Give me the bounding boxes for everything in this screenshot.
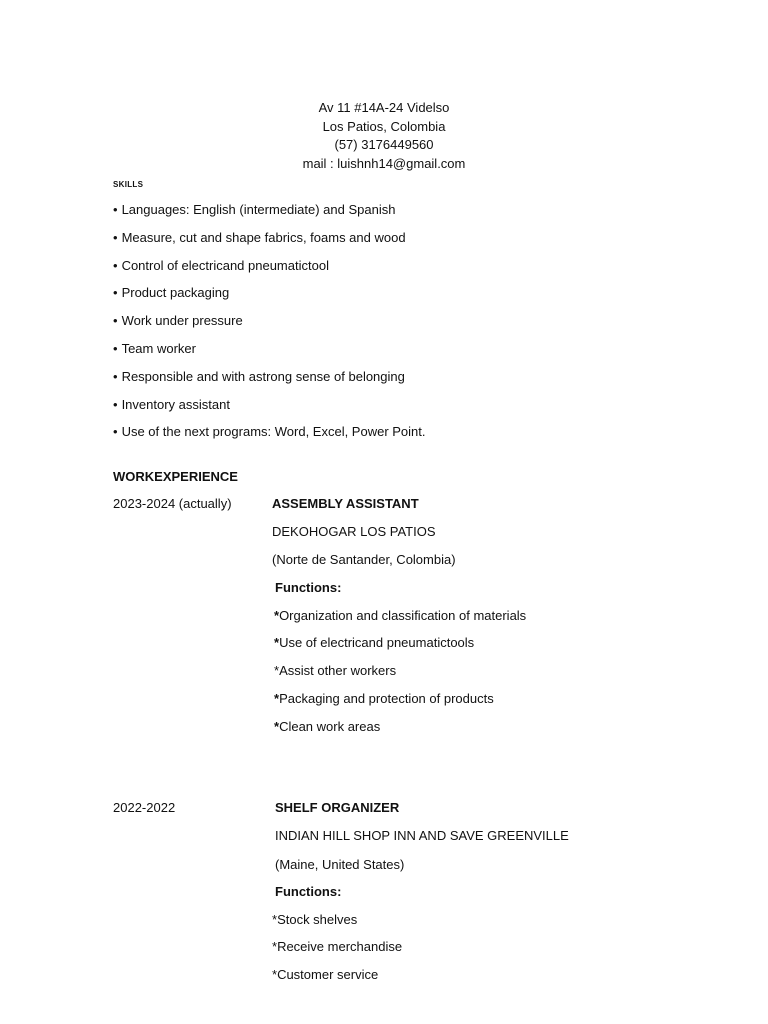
skill-item [113,229,426,257]
contact-block [0,99,768,173]
bullet-icon: • [113,424,118,440]
contact-email: mail : luishnh14@gmail.com [302,155,466,171]
skills-heading: SKILLS [113,180,144,189]
bullet-icon: • [113,285,118,301]
contact-city: Los Patios, Colombia [322,118,446,134]
job-function-item: *Stock shelves [272,912,358,927]
skill-text: Use of the next programs: Word, Excel, Power Point. [121,424,426,440]
job-function-item: *Use of electricand pneumatictools [274,635,475,650]
bullet-icon: • [113,340,118,356]
skill-item [113,340,426,368]
bullet-icon: • [113,202,118,217]
job-functions-label: Functions: [275,580,342,595]
skill-text: Languages: English (intermediate) and Spanish [121,202,396,217]
bullet-icon: • [113,368,118,384]
skills-list [113,201,426,451]
bullet-icon: • [113,313,118,329]
job-functions-label: Functions: [275,884,342,899]
bullet-icon: • [113,257,118,273]
job-dates: 2023-2024 (actually) [113,496,232,511]
job-dates: 2022-2022 [113,800,176,815]
job-function-item: *Customer service [272,967,379,982]
skill-text: Inventory assistant [121,396,230,412]
job-function-item: *Receive merchandise [272,939,403,954]
skill-item [113,423,426,451]
work-experience-heading: WORKEXPERIENCE [113,469,238,484]
bullet-icon: • [113,229,118,245]
job-function-item: *Assist other workers [274,663,397,678]
skill-item [113,284,426,312]
skill-text: Work under pressure [121,313,243,329]
job-function-item: *Organization and classification of materials [274,608,527,623]
contact-address: Av 11 #14A-24 Videlso [318,100,450,115]
skill-item [113,257,426,285]
skill-text: Product packaging [121,285,230,301]
job-function-item: *Clean work areas [274,719,381,734]
skill-item [113,396,426,424]
skill-text: Team worker [121,340,196,356]
job-location: (Maine, United States) [275,857,405,872]
job-role: SHELF ORGANIZER [275,800,400,815]
bullet-icon: • [113,396,118,412]
skill-item [113,368,426,396]
skill-item [113,201,426,229]
skill-item [113,312,426,340]
skill-text: Measure, cut and shape fabrics, foams and wood [121,229,406,245]
skill-text: Control of electricand pneumatictool [121,257,329,273]
job-role: ASSEMBLY ASSISTANT [272,496,419,511]
skill-text: Responsible and with astrong sense of belonging [121,368,405,384]
contact-phone: (57) 3176449560 [334,137,434,152]
job-function-item: *Packaging and protection of products [274,691,494,706]
job-company: DEKOHOGAR LOS PATIOS [272,524,436,539]
job-company: INDIAN HILL SHOP INN AND SAVE GREENVILLE [275,828,569,843]
job-location: (Norte de Santander, Colombia) [272,552,456,567]
